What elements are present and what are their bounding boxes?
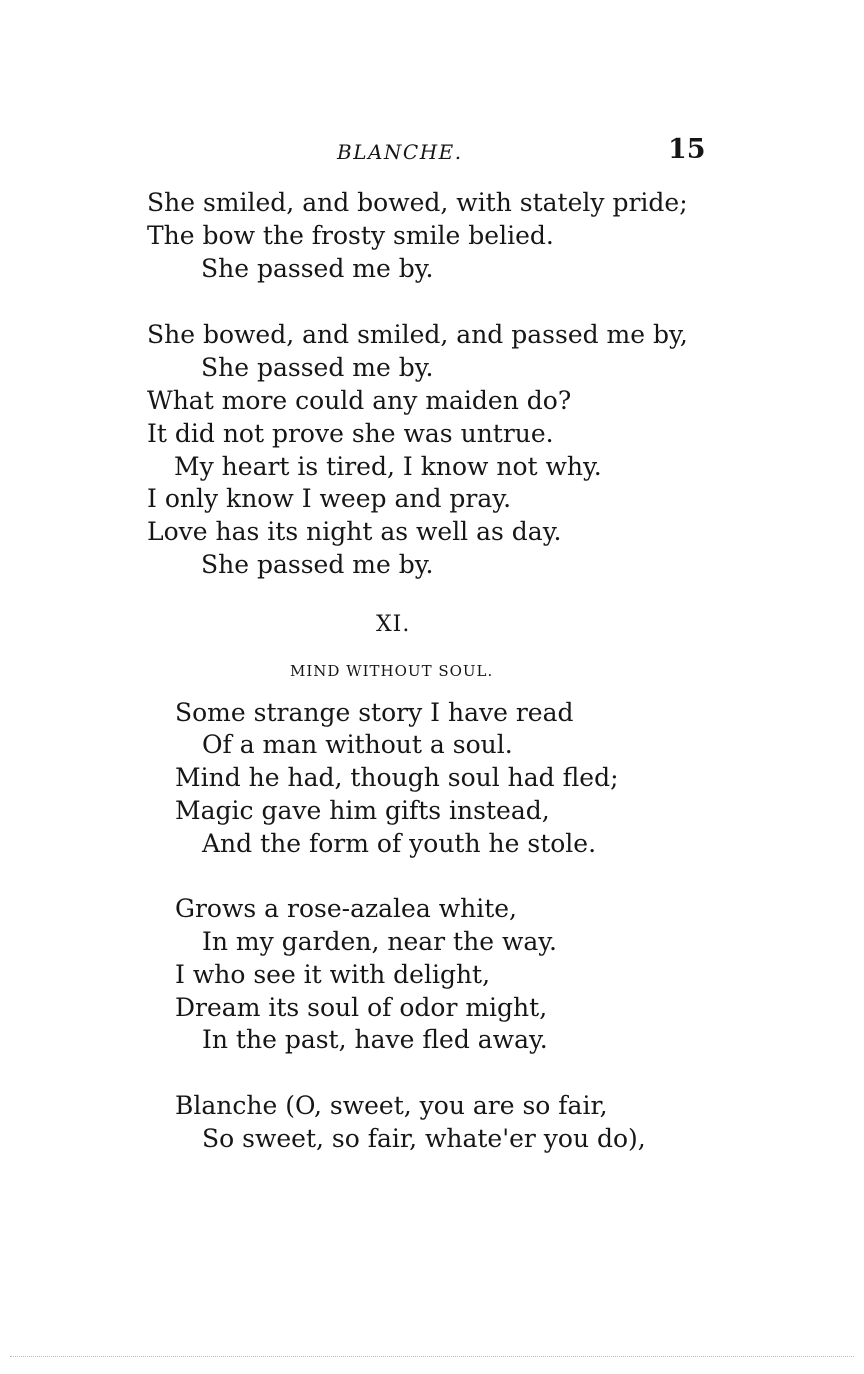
verse-line: Grows a rose-azalea white,	[175, 894, 517, 923]
verse-line: Some strange story I have read	[175, 698, 574, 727]
verse-line: The bow the frosty smile belied.	[147, 221, 554, 250]
verse-line: In the past, have fled away.	[202, 1025, 548, 1054]
verse-line: And the form of youth he stole.	[202, 829, 597, 858]
verse-line: My heart is tired, I know not why.	[174, 452, 602, 481]
verse-line: She bowed, and smiled, and passed me by,	[147, 320, 688, 349]
verse-line: Dream its soul of odor might,	[175, 993, 548, 1022]
verse-line: Of a man without a soul.	[202, 730, 513, 759]
verse-line: So sweet, so fair, whate'er you do),	[202, 1124, 646, 1153]
verse-line: She smiled, and bowed, with stately pride;	[147, 188, 688, 217]
verse-line: Blanche (O, sweet, you are so fair,	[175, 1091, 608, 1120]
verse-line: Magic gave him gifts instead,	[175, 796, 550, 825]
verse-line: Love has its night as well as day.	[147, 517, 562, 546]
verse-line: She passed me by.	[201, 550, 434, 579]
page-number: 15	[668, 134, 706, 165]
verse-line: She passed me by.	[201, 353, 434, 382]
verse-line: Mind he had, though soul had fled;	[175, 763, 619, 792]
verse-line: What more could any maiden do?	[147, 386, 572, 415]
running-head: BLANCHE.	[337, 140, 463, 164]
verse-line: In my garden, near the way.	[202, 927, 557, 956]
verse-line: I only know I weep and pray.	[147, 484, 512, 513]
section-number: XI.	[376, 612, 411, 637]
scan-edge-dots	[10, 1356, 854, 1359]
verse-line: She passed me by.	[201, 254, 434, 283]
verse-line: It did not prove she was untrue.	[147, 419, 554, 448]
verse-line: I who see it with delight,	[175, 960, 491, 989]
section-title: MIND WITHOUT SOUL.	[290, 662, 494, 680]
